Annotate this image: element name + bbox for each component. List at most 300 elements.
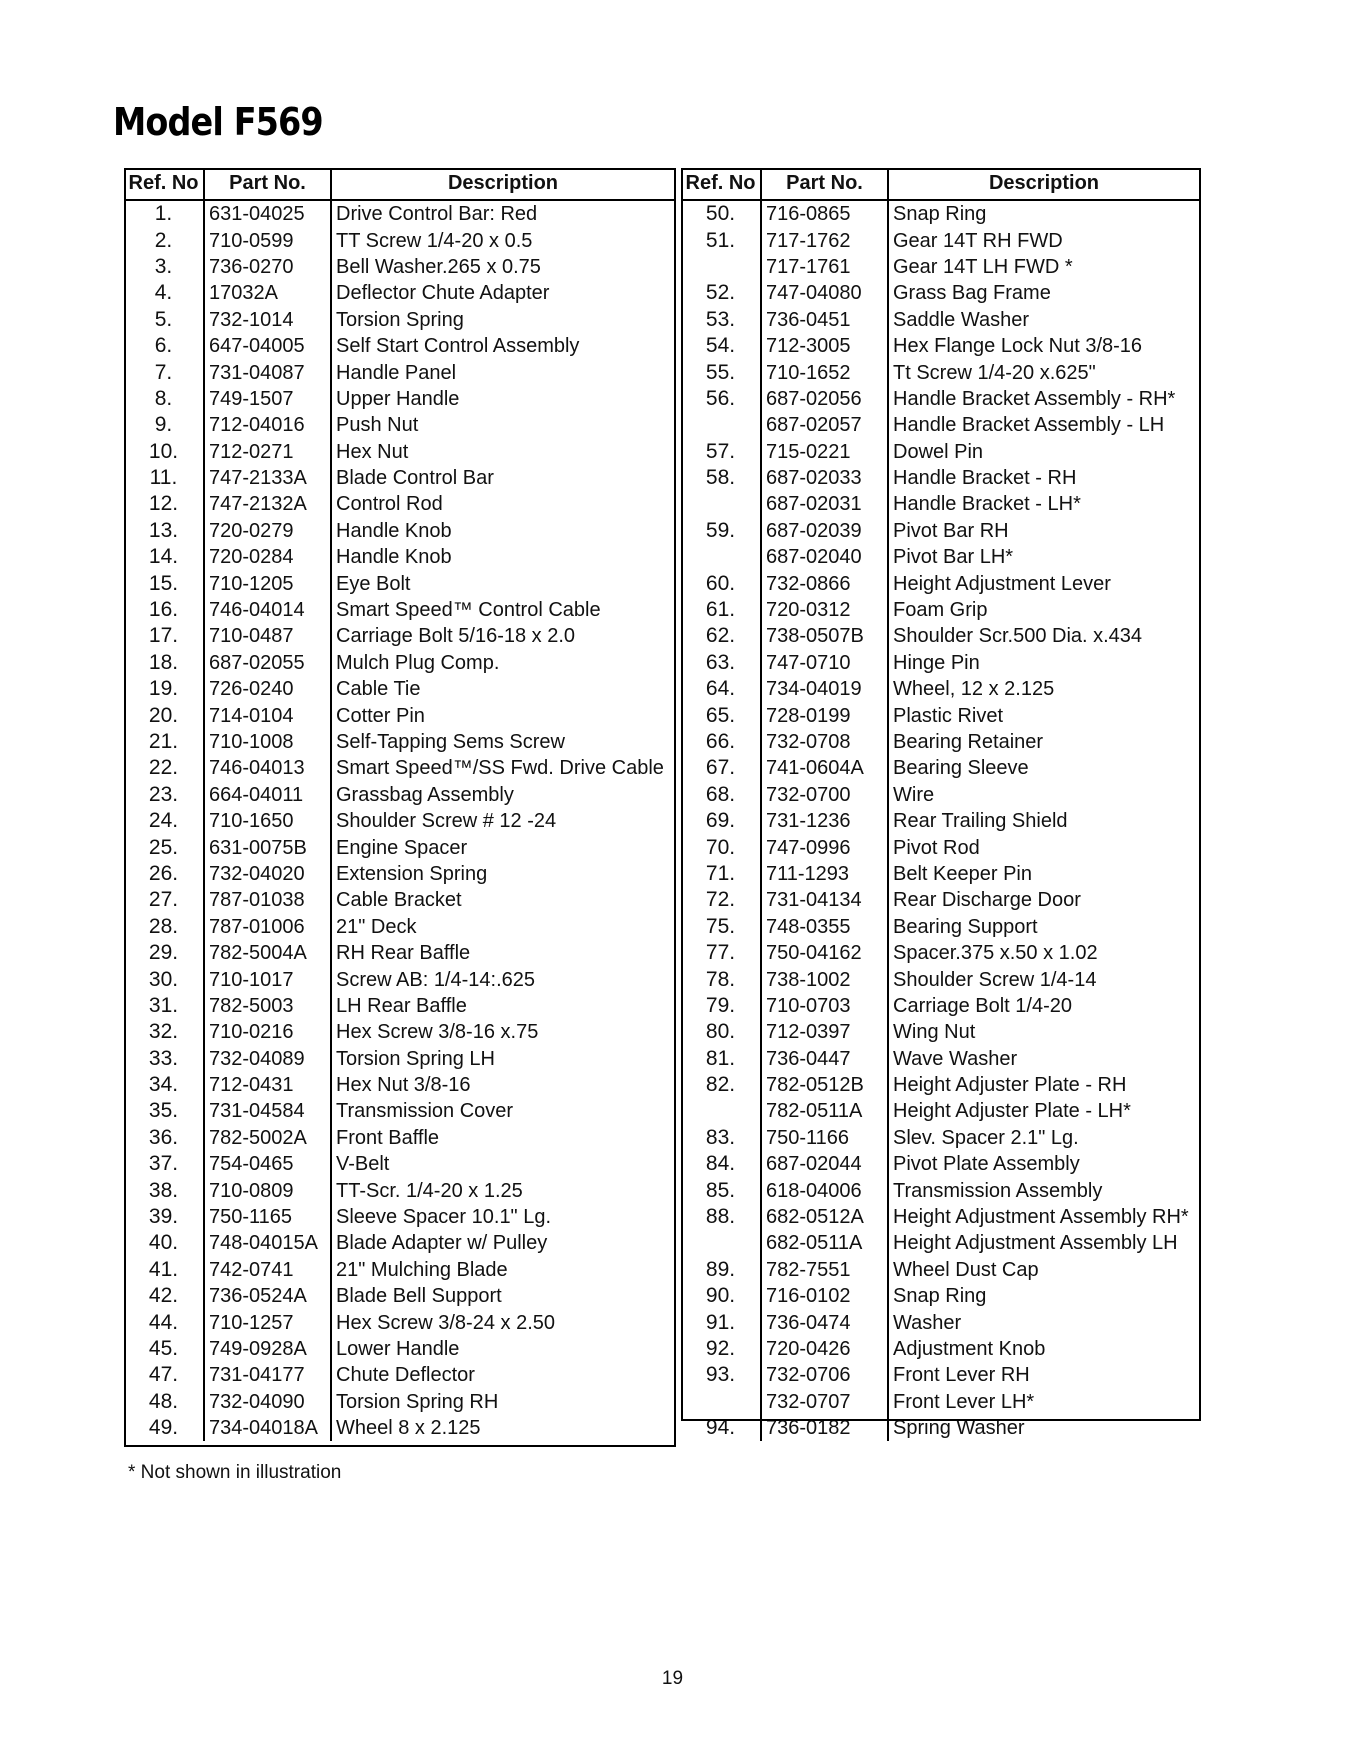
table-row xyxy=(124,834,674,860)
table-row xyxy=(681,1177,1199,1203)
table-row xyxy=(124,1257,674,1283)
table-row xyxy=(681,1151,1199,1177)
description-cell: Handle Bracket - RH xyxy=(888,465,1199,491)
table-row xyxy=(681,887,1199,913)
part-no-cell: 712-3005 xyxy=(761,333,888,359)
part-no-cell: 710-0809 xyxy=(204,1177,331,1203)
table-row xyxy=(681,307,1199,333)
part-no-cell: 717-1761 xyxy=(761,254,888,280)
table-row xyxy=(124,914,674,940)
table-header-row xyxy=(124,168,674,200)
ref-no-cell xyxy=(681,1230,761,1256)
part-no-cell: 747-0996 xyxy=(761,834,888,860)
part-no-cell: 716-0865 xyxy=(761,200,888,227)
ref-no-cell: 15. xyxy=(148,571,179,595)
ref-no-cell: 27. xyxy=(148,888,179,912)
description-cell: Wheel Dust Cap xyxy=(888,1257,1199,1283)
table-row xyxy=(681,940,1199,966)
table-row xyxy=(681,755,1199,781)
ref-no-cell: 10. xyxy=(148,439,179,463)
ref-no-cell: 66. xyxy=(705,730,736,753)
description-cell: Hex Nut 3/8-16 xyxy=(331,1072,674,1098)
description-cell: Hinge Pin xyxy=(888,650,1199,676)
description-cell: Belt Keeper Pin xyxy=(888,861,1199,887)
ref-no-cell: 50. xyxy=(705,202,736,226)
table-row xyxy=(124,280,674,306)
part-no-cell: 731-1236 xyxy=(761,808,888,834)
part-no-cell: 720-0426 xyxy=(761,1336,888,1362)
table-row xyxy=(681,914,1199,940)
table-row xyxy=(681,782,1199,808)
table-row xyxy=(681,1336,1199,1362)
ref-no-cell: 33. xyxy=(148,1046,179,1070)
description-cell: Plastic Rivet xyxy=(888,702,1199,728)
part-no-cell: 782-5002A xyxy=(204,1125,331,1151)
part-no-cell: 734-04019 xyxy=(761,676,888,702)
ref-no-cell: 32. xyxy=(148,1020,179,1044)
description-cell: Torsion Spring xyxy=(331,307,674,333)
description-cell: Torsion Spring RH xyxy=(331,1389,674,1415)
table-row xyxy=(124,439,674,465)
ref-no-cell: 4. xyxy=(154,281,173,305)
table-row xyxy=(124,386,674,412)
part-no-cell: 747-0710 xyxy=(761,650,888,676)
part-no-cell: 741-0604A xyxy=(761,755,888,781)
ref-no-cell: 55. xyxy=(705,360,736,384)
part-no-cell: 738-0507B xyxy=(761,623,888,649)
table-row xyxy=(681,412,1199,438)
ref-no-cell: 63. xyxy=(705,650,736,674)
description-cell: Cotter Pin xyxy=(331,702,674,728)
part-no-cell: 664-04011 xyxy=(204,782,331,808)
description-cell: TT-Scr. 1/4-20 x 1.25 xyxy=(331,1177,674,1203)
page-title: Model F569 xyxy=(113,100,323,144)
ref-no-cell: 44. xyxy=(148,1310,179,1334)
ref-no-cell: 39. xyxy=(148,1205,179,1229)
table-row xyxy=(681,1309,1199,1335)
ref-no-cell: 6. xyxy=(154,334,173,358)
ref-no-cell: 17. xyxy=(148,624,179,648)
ref-no-cell: 81. xyxy=(705,1046,736,1070)
description-cell: 21" Deck xyxy=(331,914,674,940)
part-no-cell: 710-1205 xyxy=(204,570,331,596)
ref-no-cell: 23. xyxy=(148,782,179,806)
part-no-cell: 717-1762 xyxy=(761,227,888,253)
part-no-cell: 710-1008 xyxy=(204,729,331,755)
ref-no-cell: 91. xyxy=(705,1310,736,1334)
description-cell: Wheel 8 x 2.125 xyxy=(331,1415,674,1441)
table-row xyxy=(681,676,1199,702)
part-no-cell: 715-0221 xyxy=(761,439,888,465)
table-row xyxy=(681,808,1199,834)
description-cell: Shoulder Screw # 12 -24 xyxy=(331,808,674,834)
part-no-cell: 710-0599 xyxy=(204,227,331,253)
table-row xyxy=(124,755,674,781)
table-row xyxy=(124,200,674,227)
part-no-cell: 731-04177 xyxy=(204,1362,331,1388)
part-no-cell: 750-1165 xyxy=(204,1204,331,1230)
part-no-cell: 738-1002 xyxy=(761,966,888,992)
part-no-cell: 720-0312 xyxy=(761,597,888,623)
ref-no-cell: 48. xyxy=(148,1389,179,1413)
table-row xyxy=(681,650,1199,676)
description-cell: Transmission Cover xyxy=(331,1098,674,1124)
table-row xyxy=(681,702,1199,728)
ref-no-cell: 80. xyxy=(705,1020,736,1044)
ref-no-cell: 68. xyxy=(705,782,736,806)
table-row xyxy=(681,333,1199,359)
ref-no-cell: 2. xyxy=(154,228,173,252)
description-cell: Self Start Control Assembly xyxy=(331,333,674,359)
description-cell: Bearing Sleeve xyxy=(888,755,1199,781)
description-cell: Engine Spacer xyxy=(331,834,674,860)
table-row xyxy=(124,729,674,755)
part-no-cell: 754-0465 xyxy=(204,1151,331,1177)
description-cell: Front Lever LH* xyxy=(888,1389,1199,1415)
ref-no-cell xyxy=(681,544,761,570)
ref-no-cell: 53. xyxy=(705,307,736,331)
ref-no-cell: 58. xyxy=(705,466,736,490)
table-row xyxy=(124,702,674,728)
parts-table-left xyxy=(124,168,674,1441)
description-cell: Slev. Spacer 2.1" Lg. xyxy=(888,1125,1199,1151)
table-row xyxy=(124,966,674,992)
part-no-cell: 736-0447 xyxy=(761,1046,888,1072)
description-cell: Gear 14T LH FWD * xyxy=(888,254,1199,280)
description-cell: RH Rear Baffle xyxy=(331,940,674,966)
table-row xyxy=(124,1151,674,1177)
description-cell: Self-Tapping Sems Screw xyxy=(331,729,674,755)
table-row xyxy=(124,1204,674,1230)
description-cell: Bell Washer.265 x 0.75 xyxy=(331,254,674,280)
part-no-cell: 687-02044 xyxy=(761,1151,888,1177)
table-row xyxy=(681,1257,1199,1283)
description-header: Description xyxy=(331,168,674,200)
description-cell: Handle Bracket Assembly - RH* xyxy=(888,386,1199,412)
table-row xyxy=(124,1309,674,1335)
description-cell: Hex Flange Lock Nut 3/8-16 xyxy=(888,333,1199,359)
part-no-cell: 687-02057 xyxy=(761,412,888,438)
part-no-cell: 647-04005 xyxy=(204,333,331,359)
ref-no-cell: 35. xyxy=(148,1099,179,1123)
part-no-cell: 736-0524A xyxy=(204,1283,331,1309)
part-no-cell: 710-1652 xyxy=(761,359,888,385)
table-row xyxy=(681,1230,1199,1256)
part-no-cell: 710-0703 xyxy=(761,993,888,1019)
description-cell: Blade Control Bar xyxy=(331,465,674,491)
ref-no-cell: 45. xyxy=(148,1336,179,1360)
parts-table-right xyxy=(681,168,1199,1441)
part-no-cell: 711-1293 xyxy=(761,861,888,887)
part-no-cell: 728-0199 xyxy=(761,702,888,728)
table-row xyxy=(124,676,674,702)
ref-no-cell: 18. xyxy=(148,650,179,674)
description-cell: Pivot Bar RH xyxy=(888,518,1199,544)
table-row xyxy=(124,1098,674,1124)
ref-no-cell: 47. xyxy=(148,1363,179,1387)
ref-no-cell: 8. xyxy=(154,386,173,410)
description-cell: Smart Speed™ Control Cable xyxy=(331,597,674,623)
ref-no-cell xyxy=(681,1389,761,1415)
table-row xyxy=(124,307,674,333)
description-cell: Chute Deflector xyxy=(331,1362,674,1388)
table-row xyxy=(124,333,674,359)
table-row xyxy=(681,729,1199,755)
description-cell: Shoulder Scr.500 Dia. x.434 xyxy=(888,623,1199,649)
description-cell: Bearing Support xyxy=(888,914,1199,940)
part-no-cell: 712-0271 xyxy=(204,439,331,465)
part-no-cell: 731-04584 xyxy=(204,1098,331,1124)
parts-table-left-body xyxy=(124,200,674,1441)
description-cell: Cable Tie xyxy=(331,676,674,702)
ref-no-cell xyxy=(681,412,761,438)
part-no-cell: 736-0182 xyxy=(761,1415,888,1441)
ref-no-cell: 19. xyxy=(148,677,179,701)
part-no-cell: 732-0866 xyxy=(761,570,888,596)
description-cell: Snap Ring xyxy=(888,1283,1199,1309)
table-row xyxy=(681,966,1199,992)
part-no-cell: 682-0512A xyxy=(761,1204,888,1230)
ref-no-cell: 1. xyxy=(154,202,173,226)
table-row xyxy=(124,1362,674,1388)
part-no-cell: 747-2133A xyxy=(204,465,331,491)
table-row xyxy=(124,359,674,385)
part-no-cell: 710-0487 xyxy=(204,623,331,649)
table-row xyxy=(681,1204,1199,1230)
description-cell: Extension Spring xyxy=(331,861,674,887)
ref-no-cell: 90. xyxy=(705,1284,736,1308)
ref-no-cell: 51. xyxy=(705,228,736,252)
description-cell: Sleeve Spacer 10.1" Lg. xyxy=(331,1204,674,1230)
part-no-cell: 17032A xyxy=(204,280,331,306)
table-row xyxy=(681,254,1199,280)
part-no-cell: 732-04020 xyxy=(204,861,331,887)
table-row xyxy=(124,544,674,570)
description-cell: Height Adjuster Plate - LH* xyxy=(888,1098,1199,1124)
table-row xyxy=(124,1336,674,1362)
part-no-cell: 720-0284 xyxy=(204,544,331,570)
table-row xyxy=(124,1019,674,1045)
table-row xyxy=(124,1177,674,1203)
table-row xyxy=(681,465,1199,491)
ref-no-cell: 24. xyxy=(148,809,179,833)
part-no-cell: 687-02055 xyxy=(204,650,331,676)
ref-no-cell: 75. xyxy=(705,914,736,938)
ref-no-cell: 72. xyxy=(705,888,736,912)
table-row xyxy=(681,1125,1199,1151)
description-header: Description xyxy=(888,168,1199,200)
part-no-cell: 732-0700 xyxy=(761,782,888,808)
ref-no-cell: 94. xyxy=(705,1416,736,1440)
part-no-cell: 742-0741 xyxy=(204,1257,331,1283)
table-row xyxy=(124,1072,674,1098)
table-row xyxy=(681,1019,1199,1045)
table-row xyxy=(681,570,1199,596)
ref-no-cell: 14. xyxy=(148,545,179,569)
ref-no-cell: 38. xyxy=(148,1178,179,1202)
description-cell: Tt Screw 1/4-20 x.625" xyxy=(888,359,1199,385)
table-row xyxy=(124,1046,674,1072)
ref-no-cell: 9. xyxy=(154,413,173,437)
table-row xyxy=(681,1098,1199,1124)
description-cell: Handle Panel xyxy=(331,359,674,385)
ref-no-cell: 13. xyxy=(148,518,179,542)
part-no-cell: 747-2132A xyxy=(204,491,331,517)
ref-no-cell: 3. xyxy=(154,254,173,278)
part-no-cell: 716-0102 xyxy=(761,1283,888,1309)
description-cell: Wheel, 12 x 2.125 xyxy=(888,676,1199,702)
description-cell: Torsion Spring LH xyxy=(331,1046,674,1072)
description-cell: Grass Bag Frame xyxy=(888,280,1199,306)
part-no-cell: 749-1507 xyxy=(204,386,331,412)
table-row xyxy=(124,465,674,491)
description-cell: Wing Nut xyxy=(888,1019,1199,1045)
table-row xyxy=(681,518,1199,544)
description-cell: Front Baffle xyxy=(331,1125,674,1151)
part-no-cell: 710-0216 xyxy=(204,1019,331,1045)
ref-no-cell xyxy=(681,1098,761,1124)
description-cell: Spacer.375 x.50 x 1.02 xyxy=(888,940,1199,966)
description-cell: Hex Nut xyxy=(331,439,674,465)
description-cell: Pivot Plate Assembly xyxy=(888,1151,1199,1177)
table-row xyxy=(681,280,1199,306)
description-cell: Adjustment Knob xyxy=(888,1336,1199,1362)
part-no-cell: 750-04162 xyxy=(761,940,888,966)
description-cell: Hex Screw 3/8-24 x 2.50 xyxy=(331,1309,674,1335)
table-row xyxy=(124,650,674,676)
description-cell: V-Belt xyxy=(331,1151,674,1177)
description-cell: Eye Bolt xyxy=(331,570,674,596)
description-cell: Pivot Bar LH* xyxy=(888,544,1199,570)
description-cell: Control Rod xyxy=(331,491,674,517)
part-no-cell: 736-0474 xyxy=(761,1309,888,1335)
description-cell: Lower Handle xyxy=(331,1336,674,1362)
description-cell: Gear 14T RH FWD xyxy=(888,227,1199,253)
table-row xyxy=(124,1283,674,1309)
part-no-cell: 782-5004A xyxy=(204,940,331,966)
description-cell: Carriage Bolt 1/4-20 xyxy=(888,993,1199,1019)
table-row xyxy=(681,861,1199,887)
part-no-cell: 712-04016 xyxy=(204,412,331,438)
description-cell: Transmission Assembly xyxy=(888,1177,1199,1203)
description-cell: Blade Adapter w/ Pulley xyxy=(331,1230,674,1256)
table-row xyxy=(124,1389,674,1415)
ref-no-cell: 88. xyxy=(705,1205,736,1229)
part-no-cell: 782-7551 xyxy=(761,1257,888,1283)
description-cell: Smart Speed™/SS Fwd. Drive Cable xyxy=(331,755,674,781)
ref-no-cell: 85. xyxy=(705,1178,736,1202)
ref-no-cell: 79. xyxy=(705,993,736,1017)
description-cell: Push Nut xyxy=(331,412,674,438)
description-cell: Front Lever RH xyxy=(888,1362,1199,1388)
ref-no-cell: 30. xyxy=(148,967,179,991)
footnote: * Not shown in illustration xyxy=(128,1462,342,1483)
table-row xyxy=(681,834,1199,860)
table-row xyxy=(124,623,674,649)
part-no-cell: 787-01038 xyxy=(204,887,331,913)
ref-no-cell: 84. xyxy=(705,1152,736,1176)
ref-no-cell: 82. xyxy=(705,1073,736,1097)
ref-no-cell: 54. xyxy=(705,334,736,358)
description-cell: Grassbag Assembly xyxy=(331,782,674,808)
table-row xyxy=(124,570,674,596)
table-row xyxy=(681,1283,1199,1309)
part-no-cell: 687-02039 xyxy=(761,518,888,544)
part-no-cell: 734-04018A xyxy=(204,1415,331,1441)
ref-no-cell: 40. xyxy=(148,1231,179,1255)
part-no-cell: 687-02033 xyxy=(761,465,888,491)
ref-no-cell: 64. xyxy=(705,677,736,701)
ref-no-cell: 5. xyxy=(154,307,173,331)
description-cell: LH Rear Baffle xyxy=(331,993,674,1019)
part-no-cell: 732-0707 xyxy=(761,1389,888,1415)
ref-no-cell: 71. xyxy=(705,861,736,885)
description-cell: Height Adjuster Plate - RH xyxy=(888,1072,1199,1098)
table-row xyxy=(681,1389,1199,1415)
table-row xyxy=(681,491,1199,517)
ref-no-cell: 11. xyxy=(149,466,178,490)
table-row xyxy=(124,861,674,887)
description-cell: Rear Trailing Shield xyxy=(888,808,1199,834)
description-cell: Handle Bracket - LH* xyxy=(888,491,1199,517)
table-row xyxy=(681,227,1199,253)
description-cell: Wire xyxy=(888,782,1199,808)
table-row xyxy=(681,623,1199,649)
description-cell: Rear Discharge Door xyxy=(888,887,1199,913)
part-no-cell: 732-0708 xyxy=(761,729,888,755)
part-no-cell: 731-04134 xyxy=(761,887,888,913)
part-no-cell: 782-5003 xyxy=(204,993,331,1019)
ref-no-cell: 26. xyxy=(148,861,179,885)
description-cell: Handle Knob xyxy=(331,544,674,570)
part-no-cell: 746-04013 xyxy=(204,755,331,781)
ref-no-cell: 29. xyxy=(148,941,179,965)
part-no-cell: 732-1014 xyxy=(204,307,331,333)
part-no-cell: 710-1017 xyxy=(204,966,331,992)
description-cell: Bearing Retainer xyxy=(888,729,1199,755)
part-no-header: Part No. xyxy=(761,168,888,200)
ref-no-cell xyxy=(681,491,761,517)
page-number: 19 xyxy=(661,1668,684,1689)
part-no-cell: 720-0279 xyxy=(204,518,331,544)
ref-no-cell: 34. xyxy=(148,1073,179,1097)
description-cell: Handle Knob xyxy=(331,518,674,544)
table-row xyxy=(681,386,1199,412)
description-cell: Shoulder Screw 1/4-14 xyxy=(888,966,1199,992)
table-row xyxy=(681,439,1199,465)
ref-no-cell: 56. xyxy=(705,386,736,410)
ref-no-cell: 60. xyxy=(705,571,736,595)
table-row xyxy=(124,597,674,623)
part-no-cell: 710-1650 xyxy=(204,808,331,834)
table-row xyxy=(681,200,1199,227)
part-no-cell: 712-0397 xyxy=(761,1019,888,1045)
ref-no-cell: 12. xyxy=(148,492,179,516)
part-no-cell: 732-04090 xyxy=(204,1389,331,1415)
part-no-cell: 747-04080 xyxy=(761,280,888,306)
table-row xyxy=(681,1362,1199,1388)
table-row xyxy=(124,940,674,966)
table-row xyxy=(124,491,674,517)
description-cell: Drive Control Bar: Red xyxy=(331,200,674,227)
ref-no-cell: 37. xyxy=(148,1152,179,1176)
description-cell: Wave Washer xyxy=(888,1046,1199,1072)
part-no-cell: 712-0431 xyxy=(204,1072,331,1098)
parts-table-right-body xyxy=(681,200,1199,1441)
ref-no-cell: 70. xyxy=(705,835,736,859)
table-row xyxy=(124,227,674,253)
ref-no-cell xyxy=(681,254,761,280)
